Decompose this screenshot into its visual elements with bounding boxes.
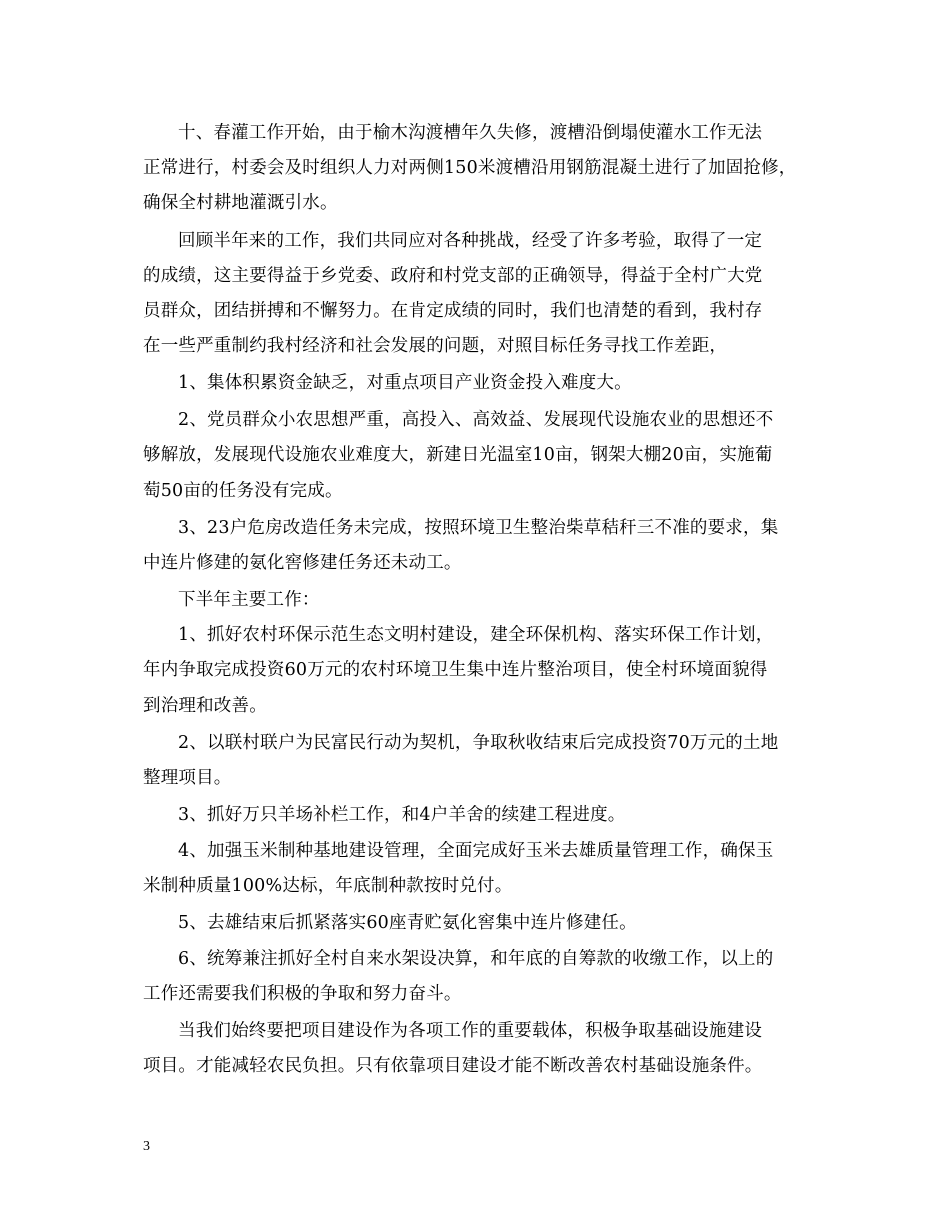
text-line: 年内争取完成投资60万元的农村环境卫生集中连片整治项目，使全村环境面貌得: [143, 660, 768, 680]
text-line: 十、春灌工作开始，由于榆木沟渡槽年久失修，渡槽沿倒塌使灌水工作无法: [178, 123, 763, 143]
text-line: 项目。才能减轻农民负担。只有依靠项目建设才能不断改善农村基础设施条件。: [143, 1056, 763, 1076]
text-line: 工作还需要我们积极的争取和努力奋斗。: [143, 984, 462, 1004]
text-line: 米制种质量100%达标，年底制种款按时兑付。: [143, 876, 513, 896]
text-line: 确保全村耕地灌溉引水。: [143, 193, 338, 213]
text-line: 6、统筹兼注抓好全村自来水架设决算，和年底的自筹款的收缴工作，以上的: [178, 949, 774, 969]
text-line: 整理项目。: [143, 768, 232, 788]
text-line: 够解放，发展现代设施农业难度大，新建日光温室10亩，钢架大棚20亩，实施葡: [143, 445, 773, 465]
text-line: 3、23户危房改造任务未完成，按照环境卫生整治柴草秸秆三不准的要求，集: [178, 518, 779, 538]
text-line: 萄50亩的任务没有完成。: [143, 481, 343, 501]
text-line: 员群众，团结拼搏和不懈努力。在肯定成绩的同时，我们也清楚的看到，我村存: [143, 301, 763, 321]
text-line: 正常进行，村委会及时组织人力对两侧150米渡槽沿用钢筋混凝土进行了加固抢修，: [143, 158, 797, 178]
page-number: 3: [143, 1139, 150, 1154]
section-heading: 下半年主要工作：: [178, 590, 320, 610]
text-line: 3、抓好万只羊场补栏工作，和4户羊舍的续建工程进度。: [178, 805, 626, 825]
text-line: 的成绩，这主要得益于乡党委、政府和村党支部的正确领导，得益于全村广大党: [143, 266, 763, 286]
text-line: 1、抓好农村环保示范生态文明村建设，建全环保机构、落实环保工作计划，: [178, 625, 774, 645]
text-line: 2、以联村联户为民富民行动为契机，争取秋收结束后完成投资70万元的土地: [178, 733, 779, 753]
text-line: 5、去雄结束后抓紧落实60座青贮氨化窖集中连片修建任。: [178, 913, 637, 933]
text-line: 4、加强玉米制种基地建设管理，全面完成好玉米去雄质量管理工作，确保玉: [178, 841, 774, 861]
text-line: 当我们始终要把项目建设作为各项工作的重要载体，积极争取基础设施建设: [178, 1021, 763, 1041]
text-line: 回顾半年来的工作，我们共同应对各种挑战，经受了许多考验，取得了一定: [178, 231, 763, 251]
text-line: 在一些严重制约我村经济和社会发展的问题，对照目标任务寻找工作差距，: [143, 336, 728, 356]
text-line: 中连片修建的氨化窖修建任务还未动工。: [143, 553, 462, 573]
text-line: 到治理和改善。: [143, 696, 267, 716]
text-line: 1、集体积累资金缺乏，对重点项目产业资金投入难度大。: [178, 373, 632, 393]
text-line: 2、党员群众小农思想严重，高投入、高效益、发展现代设施农业的思想还不: [178, 410, 774, 430]
